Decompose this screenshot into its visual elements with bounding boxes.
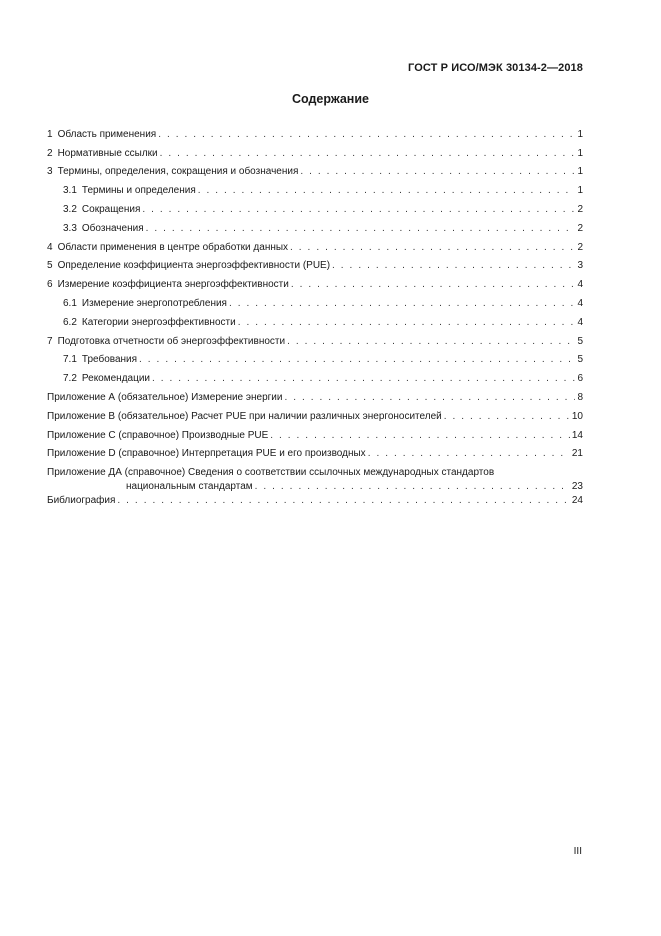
toc-entry-label: Приложение ДА (справочное) Сведения о соответствии ссылочных международных стандартов xyxy=(47,467,495,479)
toc-entry-number: 6.1 xyxy=(63,297,77,309)
toc-entry-3-2[interactable] xyxy=(47,197,583,216)
toc-entry-number: 3.2 xyxy=(63,203,77,215)
toc-entry-page: 2 xyxy=(577,241,583,253)
toc-entry-appendix-da[interactable] xyxy=(47,460,583,493)
toc-entry-label: Области применения в центре обработки данных xyxy=(57,241,289,253)
toc-entry-label: Область применения xyxy=(57,128,157,140)
toc-entry-number: 3.3 xyxy=(63,222,77,234)
toc-entry-number: 7.2 xyxy=(63,373,77,385)
toc-leader-dots xyxy=(139,353,575,366)
table-of-contents xyxy=(47,122,583,507)
toc-entry-number: 6 xyxy=(47,279,53,291)
toc-entry-page: 8 xyxy=(577,391,583,403)
toc-entry-label: Сокращения xyxy=(81,203,141,215)
toc-leader-dots xyxy=(158,128,575,141)
toc-entry-number: 4 xyxy=(47,241,53,253)
toc-entry-appendix-a[interactable] xyxy=(47,385,583,404)
toc-entry-4[interactable] xyxy=(47,235,583,254)
toc-leader-dots xyxy=(198,184,576,197)
toc-entry-7-1[interactable] xyxy=(47,348,583,367)
toc-entry-number: 1 xyxy=(47,128,53,140)
toc-entry-label: Определение коэффициента энергоэффективности (PUE) xyxy=(57,260,331,272)
toc-entry-6-2[interactable] xyxy=(47,310,583,329)
toc-leader-dots xyxy=(300,165,575,178)
toc-leader-dots xyxy=(146,222,576,235)
toc-entry-3-1[interactable] xyxy=(47,178,583,197)
toc-entry-label: Измерение коэффициента энергоэффективности xyxy=(57,279,289,291)
toc-entry-bibliography[interactable] xyxy=(47,493,583,507)
toc-leader-dots xyxy=(284,391,575,404)
toc-leader-dots xyxy=(238,316,576,329)
toc-entry-6[interactable] xyxy=(47,272,583,291)
toc-leader-dots xyxy=(255,480,570,493)
toc-entry-label: Термины, определения, сокращения и обозначения xyxy=(57,166,299,178)
toc-leader-dots xyxy=(291,278,576,291)
toc-entry-label-cont-text: национальным стандартам xyxy=(126,481,253,493)
toc-entry-number: 3 xyxy=(47,166,53,178)
toc-leader-dots xyxy=(444,410,570,423)
toc-entry-label: Требования xyxy=(81,354,138,366)
toc-leader-dots xyxy=(142,203,575,216)
toc-leader-dots xyxy=(160,147,576,160)
toc-entry-6-1[interactable] xyxy=(47,291,583,310)
toc-entry-label: Рекомендации xyxy=(81,373,151,385)
toc-entry-7-2[interactable] xyxy=(47,366,583,385)
toc-entry-page: 2 xyxy=(577,203,583,215)
toc-entry-3-3[interactable] xyxy=(47,216,583,235)
toc-entry-label: Нормативные ссылки xyxy=(57,147,158,159)
toc-leader-dots xyxy=(332,259,575,272)
toc-entry-label: Подготовка отчетности об энергоэффективности xyxy=(57,335,286,347)
toc-entry-page: 1 xyxy=(577,185,583,197)
toc-entry-label: Категории энергоэффективности xyxy=(81,316,236,328)
toc-entry-page: 10 xyxy=(571,410,583,422)
toc-leader-dots xyxy=(368,447,570,460)
toc-leader-dots xyxy=(229,297,575,310)
toc-entry-number: 7.1 xyxy=(63,354,77,366)
toc-entry-appendix-b[interactable] xyxy=(47,404,583,423)
toc-entry-page: 5 xyxy=(577,335,583,347)
toc-entry-label: Измерение энергопотребления xyxy=(81,297,227,309)
toc-entry-page: 6 xyxy=(577,373,583,385)
toc-entry-appendix-d[interactable] xyxy=(47,442,583,461)
page-number: III xyxy=(573,846,582,857)
toc-entry-page: 24 xyxy=(571,495,583,507)
toc-leader-dots xyxy=(287,335,575,348)
toc-entry-2[interactable] xyxy=(47,141,583,160)
toc-entry-number: 7 xyxy=(47,335,53,347)
toc-entry-label-continuation xyxy=(47,479,583,493)
toc-entry-page: 4 xyxy=(577,297,583,309)
toc-entry-number: 2 xyxy=(47,147,53,159)
toc-entry-page: 4 xyxy=(577,279,583,291)
toc-entry-5[interactable] xyxy=(47,254,583,273)
toc-entry-page: 3 xyxy=(577,260,583,272)
toc-entry-label: Приложение С (справочное) Производные PUE xyxy=(47,429,269,441)
toc-entry-appendix-c[interactable] xyxy=(47,423,583,442)
toc-entry-page: 2 xyxy=(577,222,583,234)
toc-leader-dots xyxy=(270,429,570,442)
toc-entry-label: Обозначения xyxy=(81,222,144,234)
toc-entry-7[interactable] xyxy=(47,329,583,348)
toc-entry-label: Приложение D (справочное) Интерпретация PUE и его производных xyxy=(47,448,366,460)
document-code: ГОСТ Р ИСО/МЭК 30134-2—2018 xyxy=(408,62,583,74)
toc-entry-page: 5 xyxy=(577,354,583,366)
toc-entry-label: Термины и определения xyxy=(81,185,196,197)
toc-entry-label: Приложение А (обязательное) Измерение энергии xyxy=(47,391,283,403)
toc-entry-page: 1 xyxy=(577,128,583,140)
toc-entry-number: 6.2 xyxy=(63,316,77,328)
toc-entry-label: Библиография xyxy=(47,495,116,507)
toc-entry-number: 3.1 xyxy=(63,185,77,197)
toc-entry-page: 21 xyxy=(571,448,583,460)
toc-leader-dots xyxy=(152,372,575,385)
toc-title: Содержание xyxy=(291,92,369,106)
toc-entry-page: 1 xyxy=(577,147,583,159)
toc-entry-page: 23 xyxy=(571,481,583,493)
toc-leader-dots xyxy=(117,494,569,507)
toc-entry-1[interactable] xyxy=(47,122,583,141)
toc-entry-page: 4 xyxy=(577,316,583,328)
toc-entry-number: 5 xyxy=(47,260,53,272)
toc-entry-3[interactable] xyxy=(47,160,583,179)
toc-entry-page: 1 xyxy=(577,166,583,178)
toc-entry-page: 14 xyxy=(571,429,583,441)
toc-entry-label: Приложение В (обязательное) Расчет PUE при наличии различных энергоносителей xyxy=(47,410,442,422)
toc-leader-dots xyxy=(290,241,575,254)
